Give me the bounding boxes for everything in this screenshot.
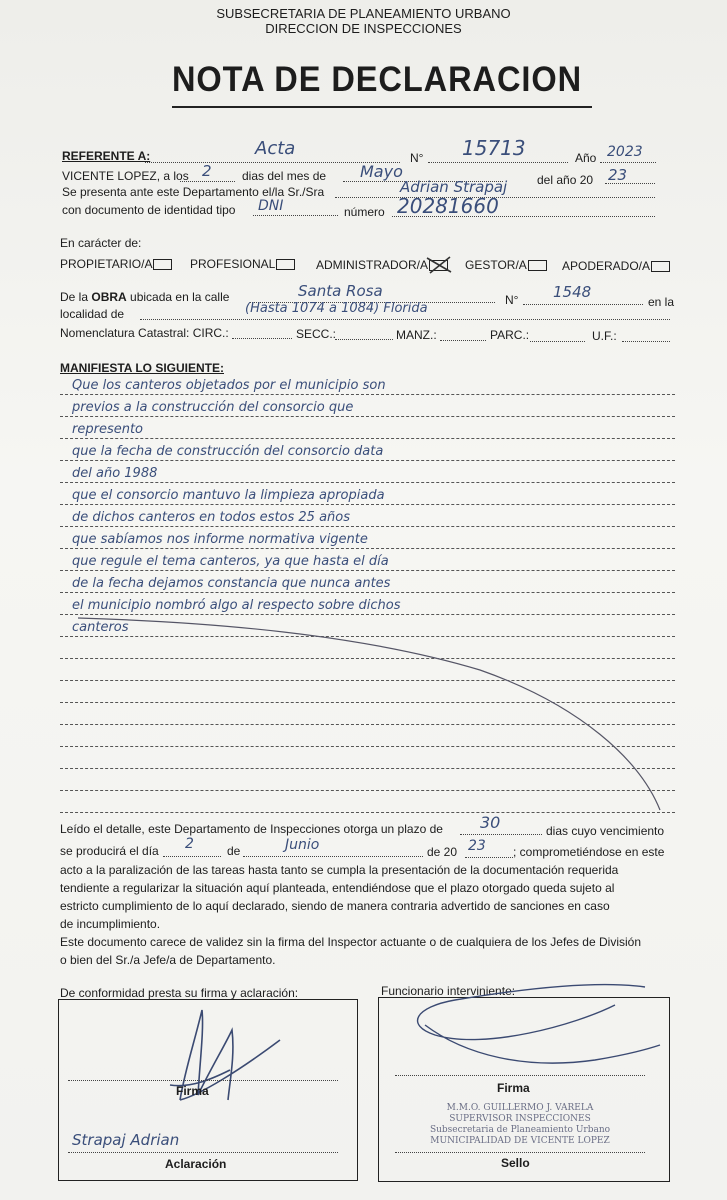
header-direccion: DIRECCION DE INSPECCIONES <box>265 21 462 36</box>
option-propietario[interactable] <box>60 257 172 271</box>
referente-number: 15713 <box>462 136 526 160</box>
funcionario-firma-label: Firma <box>497 1081 530 1095</box>
obra-label-bold: OBRA <box>91 290 127 304</box>
stamp-line-1: M.M.O. GUILLERMO J. VARELA <box>446 1103 594 1113</box>
referente-value: Acta <box>255 138 296 159</box>
manz-line <box>440 340 486 341</box>
manifiesta-line-1: Que los canteros objetados por el municipio son <box>72 378 386 393</box>
doc-type-line <box>253 215 338 216</box>
document-label: con documento de identidad tipo <box>62 203 236 217</box>
city-label: VICENTE LOPEZ, a los <box>62 169 189 183</box>
localidad-label: localidad de <box>60 307 125 321</box>
plazo-text-2: dias cuyo vencimiento <box>546 824 665 838</box>
doc-type: DNI <box>258 198 284 214</box>
uf-line <box>622 341 670 342</box>
funcionario-firma-line <box>395 1075 645 1076</box>
manifiesta-line-9: que regule el tema canteros, ya que hasta el día <box>72 554 389 569</box>
manifiesta-line-2: previos a la construcción del consorcio que <box>72 400 354 415</box>
plazo-mes: Junio <box>285 837 320 853</box>
referente-year: 2023 <box>607 144 643 160</box>
option-apoderado[interactable] <box>562 259 670 273</box>
option-apoderado-label: APODERADO/A <box>562 259 651 273</box>
localidad-value: (Hasta 1074 a 1084) Florida <box>245 301 428 316</box>
day-line <box>180 181 235 182</box>
year-label: del año 20 <box>537 173 594 187</box>
plazo-text-8: tendiente a regularizar la situación aquí planteada, entendiéndose que el plazo otorgado queda sujeto al <box>60 881 615 895</box>
stamp-line-3: Subsecretaria de Planeamiento Urbano <box>429 1125 611 1135</box>
plazo-anio-line <box>465 857 513 858</box>
checkmark-x-icon <box>424 255 454 275</box>
plazo-text-11: Este documento carece de validez sin la firma del Inspector actuante o de cualquiera de los Jefes de División <box>60 935 641 949</box>
plazo-text-6: ; comprometiéndose en este <box>513 845 665 859</box>
manifiesta-line-12: canteros <box>72 620 129 635</box>
manifiesta-line-10: de la fecha dejamos constancia que nunca antes <box>72 576 391 591</box>
obra-label <box>60 290 229 304</box>
referente-number-line <box>428 162 568 163</box>
manifiesta-line-5: del año 1988 <box>72 466 158 481</box>
en-la-label: en la <box>648 295 675 309</box>
option-profesional-label: PROFESIONAL <box>190 257 276 271</box>
caracter-label: En carácter de: <box>60 236 142 250</box>
manifiesta-line-7: de dichos canteros en todos estos 25 años <box>72 510 351 525</box>
manz-label: MANZ.: <box>396 328 437 342</box>
conformidad-aclaracion-label: Aclaración <box>165 1157 227 1171</box>
stamp-line-4: MUNICIPALIDAD DE VICENTE LOPEZ <box>430 1136 610 1146</box>
plazo-anio: 23 <box>468 838 486 854</box>
street-value: Santa Rosa <box>298 282 383 300</box>
conformidad-firma-label: Firma <box>176 1084 209 1098</box>
option-administrador-label: ADMINISTRADOR/A <box>316 258 429 272</box>
option-profesional[interactable] <box>190 257 295 271</box>
parc-line <box>530 341 585 342</box>
plazo-dia: 2 <box>185 836 194 852</box>
secc-line <box>335 339 393 340</box>
manifiesta-line-4: que la fecha de construcción del consorcio data <box>72 444 384 459</box>
option-gestor[interactable] <box>465 258 547 272</box>
administrador-checkbox[interactable] <box>429 260 448 271</box>
obra-number-line <box>523 304 643 305</box>
manifiesta-label: MANIFIESTA LO SIGUIENTE: <box>60 361 224 375</box>
localidad-line <box>140 319 670 320</box>
circ-line <box>232 338 292 339</box>
funcionario-sello-label: Sello <box>501 1156 530 1170</box>
gestor-checkbox[interactable] <box>528 260 547 271</box>
official-stamp <box>420 1103 620 1147</box>
title-underline <box>172 106 592 108</box>
uf-label: U.F.: <box>592 329 617 343</box>
plazo-text-12: o bien del Sr./a Jefe/a de Departamento. <box>60 953 276 967</box>
official-signature <box>395 975 675 1085</box>
days-label: dias del mes de <box>242 169 327 183</box>
funcionario-label: Funcionario interviniente: <box>381 984 516 998</box>
aclaracion-value: Strapaj Adrian <box>72 1131 180 1149</box>
plazo-dias: 30 <box>480 813 501 832</box>
plazo-dias-line <box>460 834 542 835</box>
conformidad-label: De conformidad presta su firma y aclaración: <box>60 986 299 1000</box>
manifiesta-line-8: que sabíamos nos informe normativa vigente <box>72 532 368 547</box>
document-title: NOTA DE DECLARACION <box>172 60 583 99</box>
manifiesta-line-6: que el consorcio mantuvo la limpieza apropiada <box>72 488 385 503</box>
plazo-text-10: de incumplimiento. <box>60 917 161 931</box>
plazo-text-1: Leído el detalle, este Departamento de Inspecciones otorga un plazo de <box>60 822 443 836</box>
day-value: 2 <box>202 162 212 180</box>
stamp-line-2: SUPERVISOR INSPECCIONES <box>449 1114 591 1124</box>
option-gestor-label: GESTOR/A <box>465 258 527 272</box>
referente-year-label: Año <box>575 151 597 165</box>
year-value: 23 <box>608 166 628 184</box>
presenter-name: Adrian Strapaj <box>400 178 508 196</box>
obra-no-label: N° <box>505 293 519 307</box>
obra-label-post: ubicada en la calle <box>126 290 230 304</box>
plazo-dia-line <box>163 856 221 857</box>
manifiesta-line-3: represento <box>72 422 143 437</box>
header-subsecretaria: SUBSECRETARIA DE PLANEAMIENTO URBANO <box>216 6 511 21</box>
doc-number: 20281660 <box>397 194 499 218</box>
contributor-signature <box>140 1000 300 1120</box>
plazo-line-1 <box>60 821 443 839</box>
referente-year-line <box>600 162 656 163</box>
option-administrador[interactable] <box>316 258 448 272</box>
month-value: Mayo <box>360 162 403 181</box>
parc-label: PARC.: <box>490 328 530 342</box>
presenter-label: Se presenta ante este Departamento el/la Sr./Sra <box>62 185 325 199</box>
void-strike-mark <box>60 610 675 820</box>
plazo-text-4: de <box>227 844 241 858</box>
option-propietario-label: PROPIETARIO/A <box>60 257 153 271</box>
apoderado-checkbox[interactable] <box>651 261 670 272</box>
referente-no-label: N° <box>410 151 424 165</box>
propietario-checkbox[interactable] <box>153 259 172 270</box>
secc-label: SECC.: <box>296 327 337 341</box>
obra-number: 1548 <box>553 283 592 301</box>
manifiesta-line-11: el municipio nombró algo al respecto sobre dichos <box>72 598 401 613</box>
conformidad-firma-line <box>68 1080 338 1081</box>
nomenclatura-label: Nomenclatura Catastral: CIRC.: <box>60 326 229 340</box>
funcionario-sello-line <box>395 1152 645 1153</box>
plazo-text-5: de 20 <box>427 845 458 859</box>
obra-label-pre: De la <box>60 290 92 304</box>
referente-label: REFERENTE A: <box>62 149 151 163</box>
plazo-text-3: se producirá el día <box>60 844 159 858</box>
profesional-checkbox[interactable] <box>276 259 295 270</box>
plazo-text-7: acto a la paralización de las tareas hasta tanto se cumpla la presentación de la documentación requerida <box>60 863 619 877</box>
plazo-text-9: estricto cumplimiento de lo aquí declarado, siendo de manera contraria advertido de sanciones en caso <box>60 899 610 913</box>
doc-number-label: número <box>344 205 385 219</box>
conformidad-aclaracion-line <box>68 1152 338 1153</box>
plazo-mes-line <box>243 856 423 857</box>
